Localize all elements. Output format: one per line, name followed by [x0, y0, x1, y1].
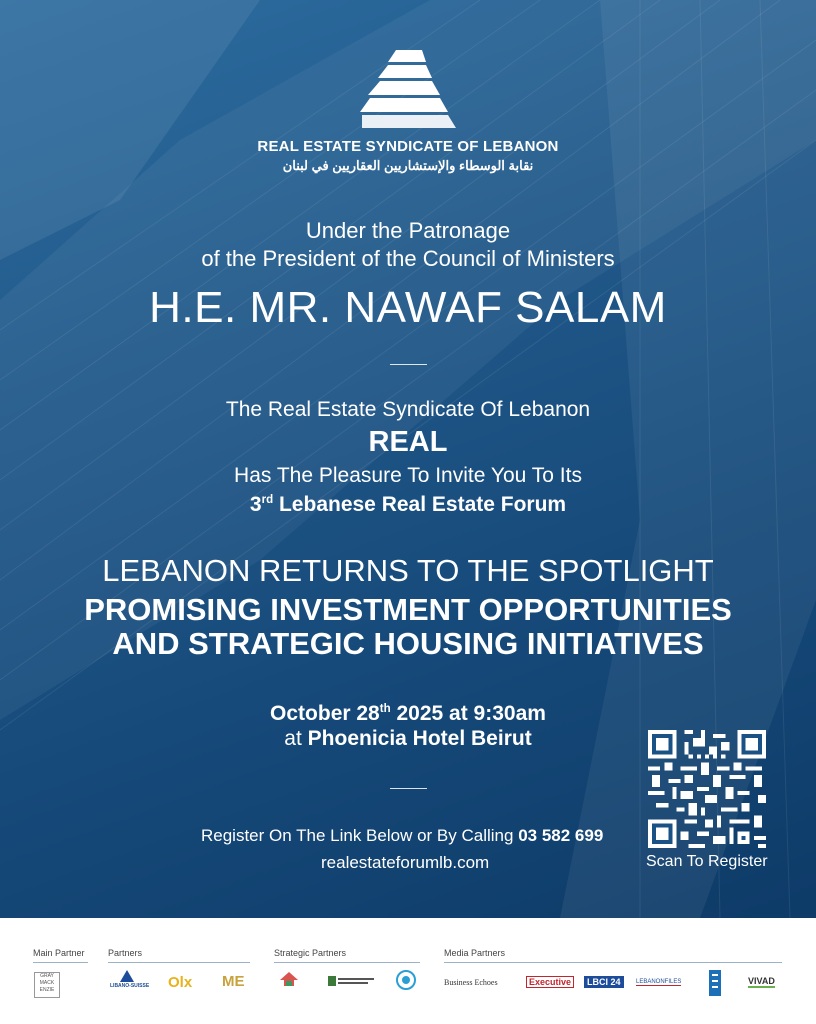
graymackenzie-logo: GRAY MACK ENZIE — [34, 972, 60, 998]
forum-ordinal: 3 — [249, 493, 262, 516]
qr-code-icon[interactable] — [648, 730, 766, 848]
registration-phone[interactable]: 03 582 699 — [518, 826, 604, 845]
venue-name: Phoenicia Hotel Beirut — [307, 727, 532, 750]
divider — [33, 962, 88, 963]
divider — [390, 788, 427, 789]
lebanonfiles-logo: LEBANONFILES — [636, 979, 682, 985]
forum-name: Lebanese Real Estate Forum — [278, 493, 567, 516]
forum-title — [0, 493, 816, 517]
partners-heading: Partners — [108, 948, 143, 958]
invitation-line-1: The Real Estate Syndicate Of Lebanon — [225, 398, 591, 421]
registration-text: Register On The Link Below or By Calling — [201, 826, 514, 845]
registration-website-link[interactable]: realestateforumlb.com — [321, 853, 490, 872]
me-logo: ME — [222, 973, 245, 990]
invitation-acronym: REAL — [368, 426, 448, 458]
business-echoes-logo: Business Echoes — [444, 978, 498, 987]
divider — [390, 364, 427, 365]
organization-name-ar: نقابة الوسطاء والإستشاريين العقاريين في لبنان — [282, 158, 534, 173]
event-date — [0, 702, 816, 726]
theme-line-3: AND STRATEGIC HOUSING INITIATIVES — [112, 626, 704, 661]
organization-name-en: REAL ESTATE SYNDICATE OF LEBANON — [257, 138, 559, 155]
media-partners-heading: Media Partners — [444, 948, 506, 958]
patronage-line-2: of the President of the Council of Ministers — [201, 246, 615, 271]
forum-ordinal-suffix: rd — [261, 493, 274, 506]
theme-line-2: PROMISING INVESTMENT OPPORTUNITIES — [84, 592, 732, 627]
qr-label: Scan To Register — [646, 853, 768, 870]
ministry-logo-icon — [328, 974, 374, 988]
divider — [274, 962, 420, 963]
libano-suisse-logo: LIBANO-SUISSE — [110, 983, 150, 989]
strategic-partners-heading: Strategic Partners — [274, 948, 347, 958]
vivad-logo: VIVAD — [748, 976, 775, 986]
executive-logo: Executive — [526, 976, 574, 988]
venue-prefix: at — [284, 727, 302, 750]
un-habitat-icon — [396, 970, 416, 990]
syndicate-logo-icon — [358, 48, 458, 130]
strategic-partner-1-icon — [280, 972, 298, 986]
patronage-line-1: Under the Patronage — [305, 218, 511, 243]
theme-line-1: LEBANON RETURNS TO THE SPOTLIGHT — [102, 553, 714, 588]
divider — [108, 962, 250, 963]
olx-logo: Olx — [168, 974, 193, 991]
main-partner-heading: Main Partner — [33, 948, 85, 958]
libano-suisse-icon — [120, 970, 134, 982]
media-partner-vertical-icon — [709, 970, 721, 996]
event-date-suffix: th — [379, 702, 391, 715]
divider — [444, 962, 782, 963]
event-date-month: October 28 — [270, 702, 380, 725]
event-date-rest: 2025 at 9:30am — [396, 702, 546, 725]
partners-footer — [0, 918, 816, 1024]
patron-name: H.E. MR. NAWAF SALAM — [149, 283, 667, 332]
lbci-logo: LBCI 24 — [584, 976, 624, 988]
invitation-line-3: Has The Pleasure To Invite You To Its — [234, 464, 582, 487]
